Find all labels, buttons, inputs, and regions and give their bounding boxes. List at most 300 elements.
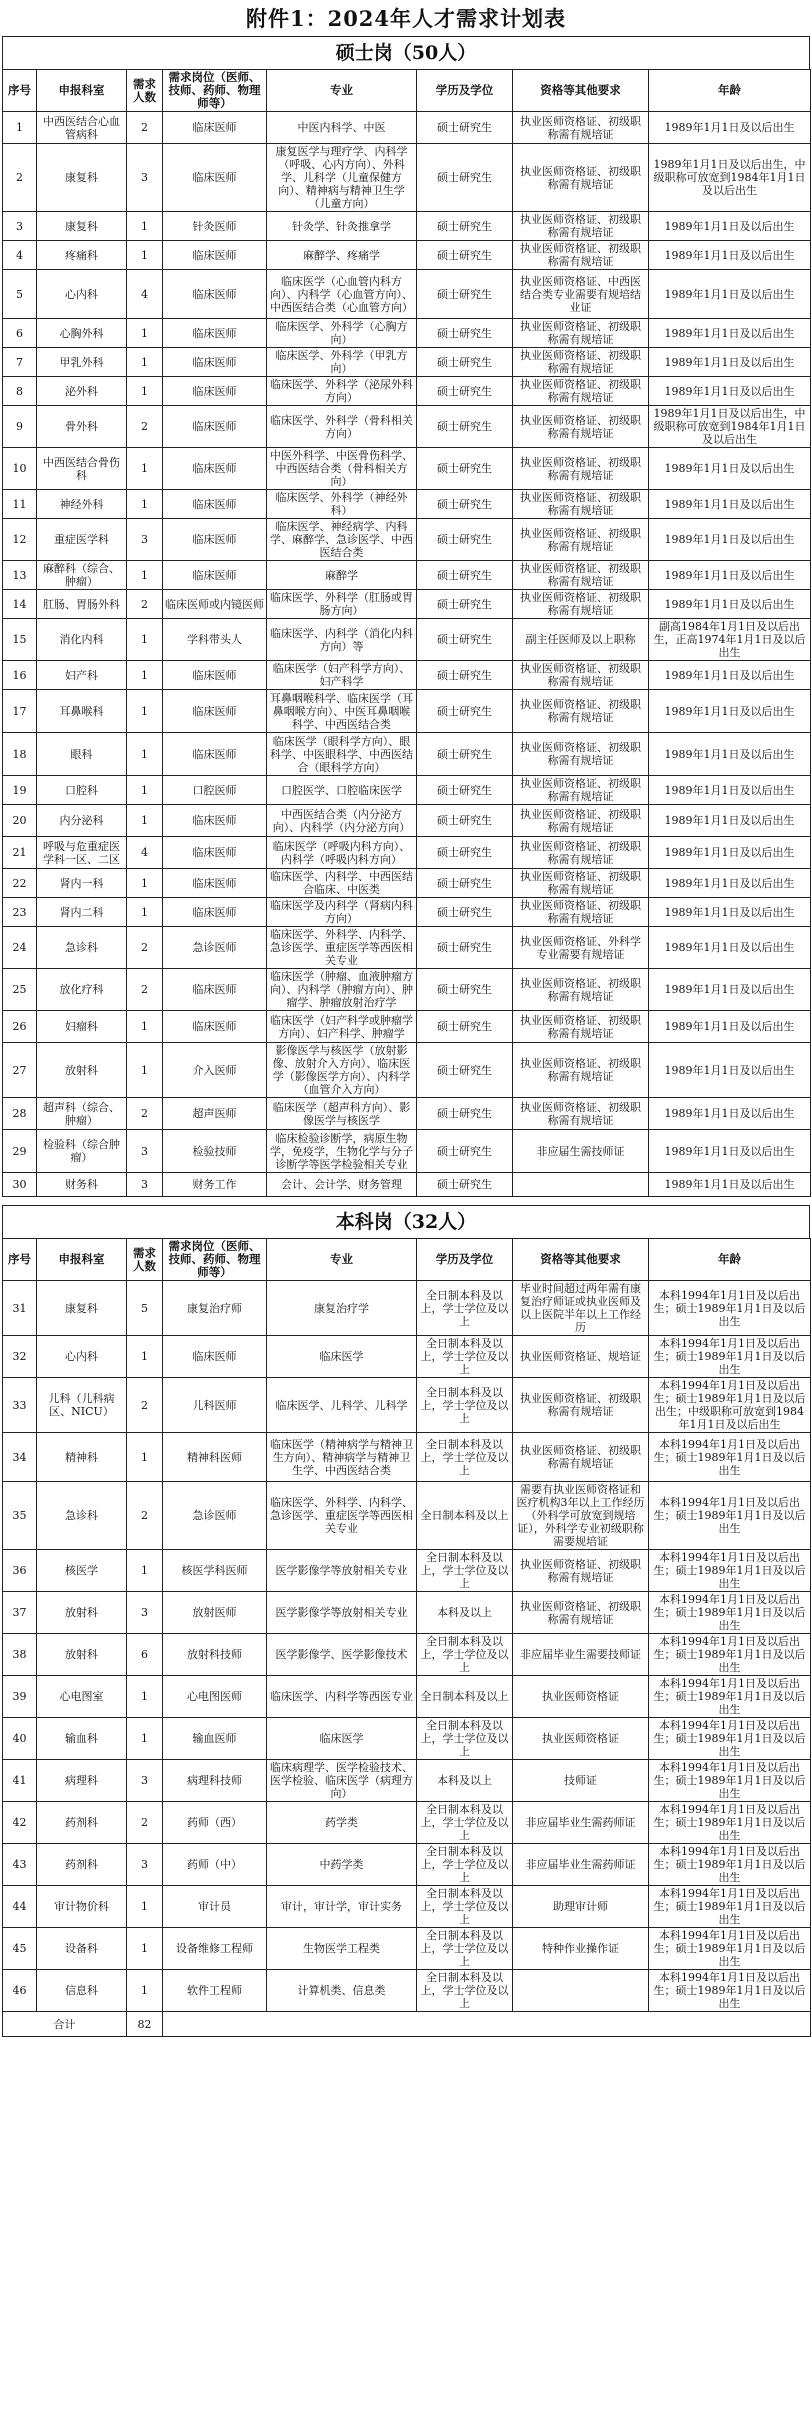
cell-degree: 硕士研究生: [417, 1011, 513, 1043]
cell-department: 疼痛科: [37, 241, 127, 270]
cell-position: 临床医师: [163, 661, 267, 690]
cell-degree: 硕士研究生: [417, 969, 513, 1011]
cell-age: 1989年1月1日及以后出生: [649, 319, 811, 348]
cell-age: 1989年1月1日及以后出生: [649, 776, 811, 805]
cell-index: 43: [3, 1844, 37, 1886]
cell-position: 输血医师: [163, 1718, 267, 1760]
cell-degree: 硕士研究生: [417, 733, 513, 776]
cell-major: 临床医学（妇产科学或肿瘤学方向）、妇产科学、肿瘤学: [267, 1011, 417, 1043]
table-row: [3, 590, 811, 619]
cell-major: 临床医学、外科学（肛肠或胃肠方向）: [267, 590, 417, 619]
cell-major: 临床医学、儿科学、儿科学: [267, 1378, 417, 1433]
cell-degree: 硕士研究生: [417, 519, 513, 561]
cell-major: 临床医学（呼吸内科方向）、内科学（呼吸内科方向）: [267, 837, 417, 869]
cell-requirements: 执业医师资格证、外科学专业需要有规培证: [513, 927, 649, 969]
table-row: [3, 144, 811, 212]
cell-degree: 全日制本科及以上，学士学位及以上: [417, 1634, 513, 1676]
cell-department: 设备科: [37, 1928, 127, 1970]
cell-age: 本科1994年1月1日及以后出生；硕士1989年1月1日及以后出生: [649, 1718, 811, 1760]
cell-position: 临床医师: [163, 270, 267, 319]
cell-department: 眼科: [37, 733, 127, 776]
cell-age: 本科1994年1月1日及以后出生；硕士1989年1月1日及以后出生: [649, 1281, 811, 1336]
cell-major: 临床医学、外科学（心胸方向）: [267, 319, 417, 348]
cell-index: 11: [3, 490, 37, 519]
table-row: [3, 1886, 811, 1928]
cell-count: 1: [127, 805, 163, 837]
cell-major: 医学影像学、医学影像技术: [267, 1634, 417, 1676]
cell-department: 麻醉科（综合、肿瘤）: [37, 561, 127, 590]
cell-age: 本科1994年1月1日及以后出生；硕士1989年1月1日及以后出生: [649, 1928, 811, 1970]
cell-index: 15: [3, 619, 37, 661]
cell-degree: 硕士研究生: [417, 561, 513, 590]
cell-department: 骨外科: [37, 406, 127, 448]
cell-index: 9: [3, 406, 37, 448]
table-row: [3, 837, 811, 869]
section-master: [2, 36, 810, 1197]
cell-department: 药剂科: [37, 1802, 127, 1844]
cell-index: 20: [3, 805, 37, 837]
cell-requirements: 执业医师资格证、初级职称需有规培证: [513, 241, 649, 270]
cell-position: 软件工程师: [163, 1970, 267, 2012]
cell-age: 本科1994年1月1日及以后出生；硕士1989年1月1日及以后出生: [649, 1886, 811, 1928]
cell-degree: 硕士研究生: [417, 837, 513, 869]
table-row: [3, 1378, 811, 1433]
cell-degree: 硕士研究生: [417, 690, 513, 733]
cell-count: 1: [127, 241, 163, 270]
cell-age: 1989年1月1日及以后出生，中级职称可放宽到1984年1月1日及以后出生: [649, 406, 811, 448]
cell-position: 放射科技师: [163, 1634, 267, 1676]
cell-department: 急诊科: [37, 927, 127, 969]
cell-position: 设备维修工程师: [163, 1928, 267, 1970]
cell-count: 1: [127, 619, 163, 661]
cell-count: 5: [127, 1281, 163, 1336]
cell-requirements: 执业医师资格证、初级职称需有规培证: [513, 1592, 649, 1634]
cell-position: 临床医师: [163, 690, 267, 733]
cell-index: 16: [3, 661, 37, 690]
cell-count: 1: [127, 776, 163, 805]
cell-major: 临床医学（眼科学方向）、眼科学、中医眼科学、中西医结合（眼科学方向）: [267, 733, 417, 776]
cell-major: 临床医学（精神病学与精神卫生方向）、精神病学与精神卫生学、中西医结合类: [267, 1433, 417, 1482]
cell-requirements: 执业医师资格证、初级职称需有规培证: [513, 144, 649, 212]
cell-degree: 硕士研究生: [417, 112, 513, 144]
table-row: [3, 490, 811, 519]
cell-major: 临床医学（超声科方向）、影像医学与核医学: [267, 1098, 417, 1130]
table-row: [3, 805, 811, 837]
cell-requirements: 副主任医师及以上职称: [513, 619, 649, 661]
cell-department: 心电图室: [37, 1676, 127, 1718]
cell-index: 7: [3, 348, 37, 377]
cell-index: 28: [3, 1098, 37, 1130]
cell-count: 1: [127, 690, 163, 733]
cell-requirements: 特种作业操作证: [513, 1928, 649, 1970]
cell-degree: 硕士研究生: [417, 348, 513, 377]
cell-degree: 全日制本科及以上，学士学位及以上: [417, 1802, 513, 1844]
cell-major: 临床医学（肿瘤、血液肿瘤方向）、内科学（肿瘤方向）、肿瘤学、肿瘤放射治疗学: [267, 969, 417, 1011]
cell-requirements: 非应届毕业生需药师证: [513, 1844, 649, 1886]
cell-department: 妇产科: [37, 661, 127, 690]
cell-age: 1989年1月1日及以后出生: [649, 690, 811, 733]
cell-position: 儿科医师: [163, 1378, 267, 1433]
cell-age: 副高1984年1月1日及以后出生，正高1974年1月1日及以后出生: [649, 619, 811, 661]
cell-count: 3: [127, 1130, 163, 1173]
cell-count: 1: [127, 1011, 163, 1043]
cell-degree: 全日制本科及以上，学士学位及以上: [417, 1433, 513, 1482]
cell-department: 精神科: [37, 1433, 127, 1482]
cell-position: 临床医师或内镜医师: [163, 590, 267, 619]
table-row: [3, 1718, 811, 1760]
cell-index: 23: [3, 898, 37, 927]
cell-major: 临床医学、外科学（神经外科）: [267, 490, 417, 519]
cell-degree: 硕士研究生: [417, 319, 513, 348]
cell-count: 3: [127, 519, 163, 561]
cell-requirements: 执业医师资格证、初级职称需有规培证: [513, 969, 649, 1011]
cell-requirements: 技师证: [513, 1760, 649, 1802]
cell-index: 30: [3, 1173, 37, 1197]
cell-count: 1: [127, 348, 163, 377]
cell-requirements: 执业医师资格证、初级职称需有规培证: [513, 1433, 649, 1482]
cell-major: 临床医学、外科学、内科学、急诊医学、重症医学等西医相关专业: [267, 927, 417, 969]
cell-degree: 本科及以上: [417, 1760, 513, 1802]
cell-index: 24: [3, 927, 37, 969]
cell-age: 本科1994年1月1日及以后出生；硕士1989年1月1日及以后出生: [649, 1482, 811, 1550]
cell-department: 审计物价科: [37, 1886, 127, 1928]
table-row: [3, 969, 811, 1011]
cell-index: 38: [3, 1634, 37, 1676]
cell-position: 临床医师: [163, 733, 267, 776]
cell-degree: 全日制本科及以上: [417, 1676, 513, 1718]
cell-count: 1: [127, 1043, 163, 1098]
cell-position: 急诊医师: [163, 1482, 267, 1550]
table-row: [3, 406, 811, 448]
cell-index: 31: [3, 1281, 37, 1336]
cell-index: 46: [3, 1970, 37, 2012]
cell-requirements: 执业医师资格证、初级职称需有规培证: [513, 1011, 649, 1043]
cell-age: 1989年1月1日及以后出生: [649, 448, 811, 490]
cell-major: 临床医学、内科学（消化内科方向）等: [267, 619, 417, 661]
header-degree: 学历及学位: [417, 70, 513, 112]
cell-degree: 硕士研究生: [417, 1043, 513, 1098]
cell-position: 临床医师: [163, 241, 267, 270]
requirement-table: [2, 69, 811, 1197]
cell-age: 1989年1月1日及以后出生，中级职称可放宽到1984年1月1日及以后出生: [649, 144, 811, 212]
cell-position: 核医学科医师: [163, 1550, 267, 1592]
cell-age: 1989年1月1日及以后出生: [649, 1043, 811, 1098]
header-age: 年龄: [649, 70, 811, 112]
cell-major: 中医内科学、中医: [267, 112, 417, 144]
cell-count: 1: [127, 1550, 163, 1592]
cell-position: 临床医师: [163, 519, 267, 561]
cell-index: 40: [3, 1718, 37, 1760]
header-position: 需求岗位（医师、技师、药师、物理师等）: [163, 70, 267, 112]
cell-requirements: 需要有执业医师资格证和医疗机构3年以上工作经历（外科学可放宽到规培证），外科学专业初级职称需要规培证: [513, 1482, 649, 1550]
cell-index: 32: [3, 1336, 37, 1378]
header-age: 年龄: [649, 1239, 811, 1281]
cell-index: 10: [3, 448, 37, 490]
cell-degree: 硕士研究生: [417, 241, 513, 270]
cell-age: 本科1994年1月1日及以后出生；硕士1989年1月1日及以后出生: [649, 1550, 811, 1592]
table-row: [3, 1550, 811, 1592]
header-department: 申报科室: [37, 1239, 127, 1281]
cell-count: 3: [127, 1173, 163, 1197]
cell-index: 17: [3, 690, 37, 733]
cell-position: 学科带头人: [163, 619, 267, 661]
cell-requirements: [513, 1173, 649, 1197]
header-major: 专业: [267, 70, 417, 112]
cell-position: 临床医师: [163, 319, 267, 348]
cell-degree: 全日制本科及以上: [417, 1482, 513, 1550]
cell-department: 心内科: [37, 270, 127, 319]
table-row: [3, 112, 811, 144]
cell-age: 1989年1月1日及以后出生: [649, 837, 811, 869]
cell-degree: 全日制本科及以上，学士学位及以上: [417, 1886, 513, 1928]
table-row: [3, 448, 811, 490]
cell-index: 13: [3, 561, 37, 590]
header-requirements: 资格等其他要求: [513, 1239, 649, 1281]
cell-department: 重症医学科: [37, 519, 127, 561]
cell-department: 输血科: [37, 1718, 127, 1760]
table-row: [3, 1173, 811, 1197]
document-title: 附件1：2024年人才需求计划表: [245, 6, 567, 31]
cell-department: 超声科（综合、肿瘤）: [37, 1098, 127, 1130]
cell-position: 针灸医师: [163, 212, 267, 241]
cell-major: 临床医学、外科学、内科学、急诊医学、重症医学等西医相关专业: [267, 1482, 417, 1550]
cell-count: 2: [127, 927, 163, 969]
cell-count: 2: [127, 1098, 163, 1130]
cell-major: 审计，审计学，审计实务: [267, 1886, 417, 1928]
cell-requirements: 执业医师资格证: [513, 1718, 649, 1760]
cell-position: 临床医师: [163, 869, 267, 898]
cell-requirements: 执业医师资格证、初级职称需有规培证: [513, 1378, 649, 1433]
cell-age: 1989年1月1日及以后出生: [649, 898, 811, 927]
cell-department: 财务科: [37, 1173, 127, 1197]
cell-department: 康复科: [37, 144, 127, 212]
cell-major: 生物医学工程类: [267, 1928, 417, 1970]
cell-requirements: 助理审计师: [513, 1886, 649, 1928]
cell-position: 药师（中）: [163, 1844, 267, 1886]
cell-position: 临床医师: [163, 898, 267, 927]
cell-requirements: 执业医师资格证、初级职称需有规培证: [513, 112, 649, 144]
cell-major: 会计、会计学、财务管理: [267, 1173, 417, 1197]
cell-department: 放射科: [37, 1634, 127, 1676]
cell-age: 1989年1月1日及以后出生: [649, 733, 811, 776]
cell-index: 14: [3, 590, 37, 619]
table-row: [3, 1844, 811, 1886]
cell-position: 临床医师: [163, 448, 267, 490]
table-row: [3, 1634, 811, 1676]
table-header-row: [3, 70, 811, 112]
cell-degree: 硕士研究生: [417, 927, 513, 969]
cell-age: 1989年1月1日及以后出生: [649, 377, 811, 406]
cell-degree: 硕士研究生: [417, 1130, 513, 1173]
cell-degree: 硕士研究生: [417, 1173, 513, 1197]
cell-degree: 全日制本科及以上，学士学位及以上: [417, 1844, 513, 1886]
cell-requirements: 执业医师资格证、初级职称需有规培证: [513, 837, 649, 869]
table-row: [3, 1011, 811, 1043]
cell-position: 临床医师: [163, 406, 267, 448]
cell-requirements: 执业医师资格证、初级职称需有规培证: [513, 590, 649, 619]
header-count: 需求人数: [127, 1239, 163, 1281]
cell-department: 放射科: [37, 1043, 127, 1098]
cell-requirements: 执业医师资格证、初级职称需有规培证: [513, 869, 649, 898]
cell-position: 临床医师: [163, 969, 267, 1011]
cell-count: 1: [127, 1718, 163, 1760]
cell-age: 本科1994年1月1日及以后出生；硕士1989年1月1日及以后出生: [649, 1844, 811, 1886]
cell-degree: 全日制本科及以上，学士学位及以上: [417, 1718, 513, 1760]
cell-position: 放射医师: [163, 1592, 267, 1634]
cell-requirements: 执业医师资格证、初级职称需有规培证: [513, 348, 649, 377]
cell-index: 39: [3, 1676, 37, 1718]
cell-department: 甲乳外科: [37, 348, 127, 377]
table-row: [3, 1970, 811, 2012]
cell-major: 临床医学及内科学（肾病内科方向）: [267, 898, 417, 927]
cell-degree: 全日制本科及以上，学士学位及以上: [417, 1336, 513, 1378]
cell-count: 1: [127, 1886, 163, 1928]
cell-position: 临床医师: [163, 348, 267, 377]
cell-degree: 硕士研究生: [417, 898, 513, 927]
table-row: [3, 661, 811, 690]
cell-department: 心内科: [37, 1336, 127, 1378]
table-row: [3, 319, 811, 348]
cell-count: 2: [127, 1802, 163, 1844]
cell-department: 口腔科: [37, 776, 127, 805]
cell-degree: 硕士研究生: [417, 270, 513, 319]
cell-degree: 全日制本科及以上，学士学位及以上: [417, 1928, 513, 1970]
table-row: [3, 348, 811, 377]
cell-major: 耳鼻咽喉科学、临床医学（耳鼻咽喉方向）、中医耳鼻咽喉科学、中西医结合类: [267, 690, 417, 733]
cell-degree: 硕士研究生: [417, 212, 513, 241]
cell-index: 21: [3, 837, 37, 869]
cell-requirements: 执业医师资格证、初级职称需有规培证: [513, 1550, 649, 1592]
cell-position: 心电图医师: [163, 1676, 267, 1718]
cell-age: 1989年1月1日及以后出生: [649, 348, 811, 377]
cell-count: 4: [127, 837, 163, 869]
cell-requirements: 非应届毕业生需要技师证: [513, 1634, 649, 1676]
cell-department: 药剂科: [37, 1844, 127, 1886]
cell-age: 1989年1月1日及以后出生: [649, 212, 811, 241]
cell-age: 1989年1月1日及以后出生: [649, 112, 811, 144]
cell-major: 康复治疗学: [267, 1281, 417, 1336]
table-row: [3, 1281, 811, 1336]
cell-index: 34: [3, 1433, 37, 1482]
cell-department: 检验科（综合肿瘤）: [37, 1130, 127, 1173]
cell-count: 1: [127, 1928, 163, 1970]
cell-age: 1989年1月1日及以后出生: [649, 1173, 811, 1197]
cell-degree: 硕士研究生: [417, 448, 513, 490]
table-row: [3, 519, 811, 561]
cell-major: 药学类: [267, 1802, 417, 1844]
cell-major: 临床医学、外科学（甲乳方向）: [267, 348, 417, 377]
cell-position: 介入医师: [163, 1043, 267, 1098]
header-major: 专业: [267, 1239, 417, 1281]
cell-count: 1: [127, 898, 163, 927]
cell-age: 1989年1月1日及以后出生: [649, 1011, 811, 1043]
cell-index: 44: [3, 1886, 37, 1928]
cell-requirements: 执业医师资格证、初级职称需有规培证: [513, 212, 649, 241]
table-row: [3, 241, 811, 270]
table-row: [3, 1482, 811, 1550]
cell-index: 18: [3, 733, 37, 776]
header-index: 序号: [3, 1239, 37, 1281]
cell-age: 1989年1月1日及以后出生: [649, 270, 811, 319]
cell-count: 2: [127, 969, 163, 1011]
cell-department: 康复科: [37, 212, 127, 241]
cell-age: 本科1994年1月1日及以后出生；硕士1989年1月1日及以后出生: [649, 1676, 811, 1718]
header-degree: 学历及学位: [417, 1239, 513, 1281]
cell-count: 2: [127, 590, 163, 619]
cell-position: 检验技师: [163, 1130, 267, 1173]
cell-index: 6: [3, 319, 37, 348]
cell-department: 呼吸与危重症医学科一区、二区: [37, 837, 127, 869]
cell-major: 临床医学、外科学（骨科相关方向）: [267, 406, 417, 448]
cell-index: 4: [3, 241, 37, 270]
cell-requirements: 执业医师资格证、初级职称需有规培证: [513, 898, 649, 927]
cell-major: 康复医学与理疗学、内科学（呼吸、心内方向）、外科学、儿科学（儿童保健方向）、精神病与精神卫生学（儿童方向）: [267, 144, 417, 212]
cell-major: 麻醉学、疼痛学: [267, 241, 417, 270]
table-row: [3, 270, 811, 319]
cell-age: 本科1994年1月1日及以后出生；硕士1989年1月1日及以后出生: [649, 1336, 811, 1378]
cell-count: 1: [127, 1433, 163, 1482]
header-department: 申报科室: [37, 70, 127, 112]
cell-degree: 硕士研究生: [417, 869, 513, 898]
cell-requirements: 毕业时间超过两年需有康复治疗师证或执业医师及以上医院半年以上工作经历: [513, 1281, 649, 1336]
header-count: 需求人数: [127, 70, 163, 112]
cell-requirements: 执业医师资格证、初级职称需有规培证: [513, 490, 649, 519]
cell-position: 临床医师: [163, 490, 267, 519]
cell-count: 1: [127, 212, 163, 241]
table-row: [3, 1336, 811, 1378]
table-row: [3, 1433, 811, 1482]
cell-index: 42: [3, 1802, 37, 1844]
cell-position: 临床医师: [163, 377, 267, 406]
cell-age: 本科1994年1月1日及以后出生；硕士1989年1月1日及以后出生: [649, 1634, 811, 1676]
cell-age: 1989年1月1日及以后出生: [649, 490, 811, 519]
cell-index: 35: [3, 1482, 37, 1550]
cell-requirements: 非应届生需技师证: [513, 1130, 649, 1173]
table-row: [3, 377, 811, 406]
cell-age: 1989年1月1日及以后出生: [649, 805, 811, 837]
cell-count: 1: [127, 377, 163, 406]
cell-age: 本科1994年1月1日及以后出生；硕士1989年1月1日及以后出生；中级职称可放宽到1984年1月1日及以后出生: [649, 1378, 811, 1433]
table-row: [3, 1802, 811, 1844]
cell-position: 临床医师: [163, 1336, 267, 1378]
table-row: [3, 733, 811, 776]
cell-index: 41: [3, 1760, 37, 1802]
table-row: [3, 927, 811, 969]
cell-major: 临床病理学、医学检验技术、医学检验、临床医学（病理方向）: [267, 1760, 417, 1802]
cell-department: 内分泌科: [37, 805, 127, 837]
cell-requirements: 非应届毕业生需药师证: [513, 1802, 649, 1844]
table-row: [3, 898, 811, 927]
cell-major: 中药学类: [267, 1844, 417, 1886]
cell-degree: 全日制本科及以上，学士学位及以上: [417, 1970, 513, 2012]
cell-major: 临床医学、外科学（泌尿外科方向）: [267, 377, 417, 406]
cell-degree: 硕士研究生: [417, 377, 513, 406]
cell-requirements: 执业医师资格证、初级职称需有规培证: [513, 690, 649, 733]
table-row: [3, 1592, 811, 1634]
cell-major: 临床医学、内科学、中西医结合临床、中医类: [267, 869, 417, 898]
cell-count: 3: [127, 1592, 163, 1634]
table-row: [3, 1130, 811, 1173]
cell-department: 中西医结合骨伤科: [37, 448, 127, 490]
header-requirements: 资格等其他要求: [513, 70, 649, 112]
cell-count: 4: [127, 270, 163, 319]
cell-count: 1: [127, 1676, 163, 1718]
header-position: 需求岗位（医师、技师、药师、物理师等）: [163, 1239, 267, 1281]
cell-major: 临床医学: [267, 1718, 417, 1760]
cell-position: 临床医师: [163, 561, 267, 590]
requirement-table: [2, 1238, 811, 2037]
cell-major: 临床医学: [267, 1336, 417, 1378]
